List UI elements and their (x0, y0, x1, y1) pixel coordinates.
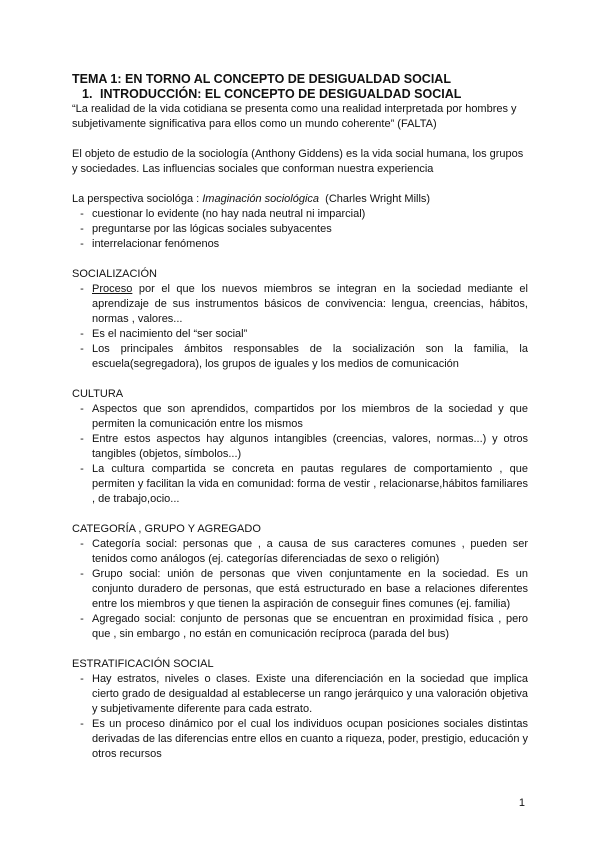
bullet-dash: - (80, 718, 84, 730)
bullet-dash: - (80, 283, 84, 295)
list-item: - preguntarse por las lógicas sociales subyacentes (72, 222, 528, 237)
bullet-dash: - (80, 343, 84, 355)
list-item: - Agregado social: conjunto de personas que se encuentran en proximidad física , pero que , sin embargo , no están en comunicación recíproca (parada del bus) (72, 612, 528, 642)
perspective-italic: Imaginación sociológica (202, 193, 320, 205)
perspective-list (72, 207, 528, 252)
bullet-dash: - (80, 463, 84, 475)
list-item: - Es el nacimiento del “ser social” (72, 327, 528, 342)
bullet-dash: - (80, 568, 84, 580)
perspective-author: (Charles Wright Mills) (325, 193, 431, 205)
list-item: - Los principales ámbitos responsables de la socialización son la familia, la escuela(segregadora), los grupos de iguales y los medios de comunicación (72, 342, 528, 372)
list-item: - Aspectos que son aprendidos, compartidos por los miembros de la sociedad y que permiten la comunicación entre los mismos (72, 402, 528, 432)
list-item: - interrelacionar fenómenos (72, 237, 528, 252)
underlined-word: Proceso (92, 283, 133, 295)
list-item: - Entre estos aspectos hay algunos intangibles (creencias, valores, normas...) y otros tangibles (objetos, símbolos...) (72, 432, 528, 462)
bullet-dash: - (80, 208, 84, 220)
bullet-dash: - (80, 613, 84, 625)
list-item: - Proceso por el que los nuevos miembros se integran en la sociedad mediante el aprendizaje de sus instrumentos básicos de convivencia: lengua, creencias, hábitos, normas , valores... (72, 282, 528, 327)
list-item: - Categoría social: personas que , a causa de sus caracteres comunes , pueden ser tenidos como análogos (ej. categorías diferenciadas de sexo o religión) (72, 537, 528, 567)
bullet-dash: - (80, 433, 84, 445)
quote-paragraph: “La realidad de la vida cotidiana se presenta como una realidad interpretada por hombres y subjetivamente significativa para ellos como un mundo coherente” (FALTA) (72, 103, 517, 130)
list-item: - cuestionar lo evidente (no hay nada neutral ni imparcial) (72, 207, 528, 222)
section-heading-estratificacion: ESTRATIFICACIÓN SOCIAL (72, 658, 214, 670)
bullet-dash: - (80, 403, 84, 415)
categoria-list (72, 537, 528, 642)
section-heading-socializacion: SOCIALIZACIÓN (72, 268, 157, 280)
section-text: INTRODUCCIÓN: EL CONCEPTO DE DESIGUALDAD SOCIAL (100, 87, 462, 101)
bullet-dash: - (80, 238, 84, 250)
list-item: - Hay estratos, niveles o clases. Existe una diferenciación en la sociedad que implica cierto grado de desigualdad al establecerse un rango jerárquico y una valoración objetiva y subjetivamente diferente para cada estrato. (72, 672, 528, 717)
bullet-dash: - (80, 538, 84, 550)
estratificacion-list (72, 672, 528, 762)
socializacion-list (72, 282, 528, 372)
page-number: 1 (518, 797, 525, 809)
section-heading-categoria: CATEGORÍA , GRUPO Y AGREGADO (72, 523, 261, 535)
cultura-list (72, 402, 528, 507)
perspective-line (72, 192, 528, 207)
section-number: 1. (82, 87, 93, 101)
bullet-dash: - (80, 328, 84, 340)
perspective-lead: La perspectiva sociológa : (72, 193, 200, 205)
document-page (72, 72, 528, 762)
list-item: - Es un proceso dinámico por el cual los individuos ocupan posiciones sociales distintas derivadas de las diferencias entre ellos en cuanto a riqueza, poder, prestigio, educación y otros recursos (72, 717, 528, 762)
document-title: TEMA 1: EN TORNO AL CONCEPTO DE DESIGUALDAD SOCIAL (72, 72, 451, 86)
list-item: - Grupo social: unión de personas que viven conjuntamente en la sociedad. Es un conjunto duradero de personas, que está estructurado en base a relaciones diferentes entre los miembros y que tienen la aspiración de conseguir fines comunes (ej. familia) (72, 567, 528, 612)
object-paragraph: El objeto de estudio de la sociología (Anthony Giddens) es la vida social humana, los grupos y sociedades. Las influencias sociales que conforman nuestra experiencia (72, 148, 524, 175)
bullet-dash: - (80, 673, 84, 685)
section-heading-cultura: CULTURA (72, 388, 124, 400)
section-title (82, 87, 528, 102)
list-item: - La cultura compartida se concreta en pautas regulares de comportamiento , que permiten y facilitan la vida en comunidad: forma de vestir , relacionarse,hábitos familiares , de trabajo,ocio... (72, 462, 528, 507)
bullet-dash: - (80, 223, 84, 235)
